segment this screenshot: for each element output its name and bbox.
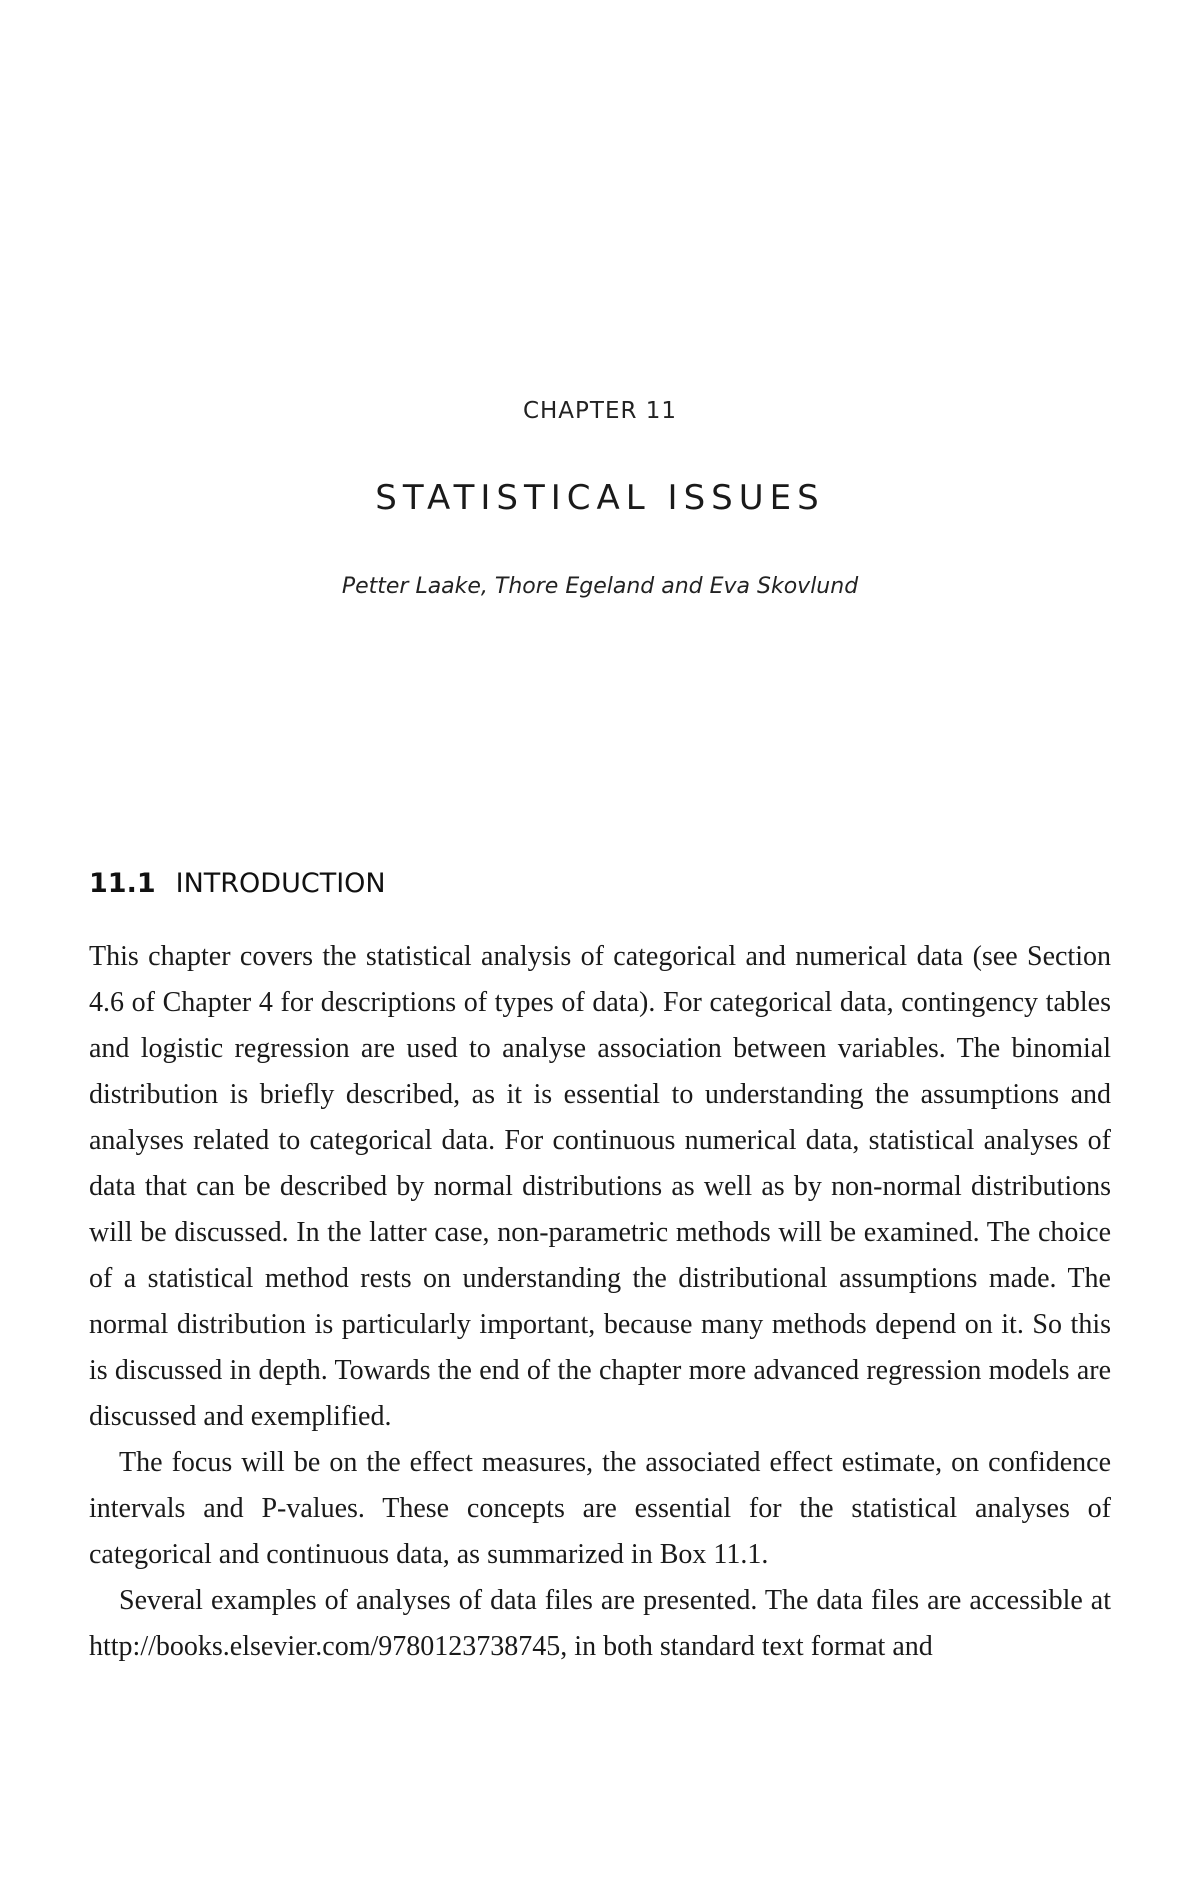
paragraph: The focus will be on the effect measures, the associated effect estimate, on confidence intervals and P-values. These concepts are essential for the statistical analyses of categorical and continuous data, as summarized in Box 11.1. xyxy=(89,1447,1111,1570)
chapter-label: CHAPTER 11 xyxy=(522,398,678,424)
section-title: INTRODUCTION xyxy=(175,868,386,899)
chapter-authors: Petter Laake, Thore Egeland and Eva Skovlund xyxy=(341,574,859,599)
section-heading xyxy=(89,868,386,899)
section-number: 11.1 xyxy=(89,868,156,899)
paragraph: This chapter covers the statistical analysis of categorical and numerical data (see Section 4.6 of Chapter 4 for descriptions of types of data). For categorical data, contingency tables and logistic regression are used to analyse association between variables. The binomial distribution is briefly described, as it is essential to understanding the assumptions and analyses related to categorical data. For continuous numerical data, statistical analyses of data that can be described by normal distributions as well as by non-normal distributions will be discussed. In the latter case, non-parametric methods will be examined. The choice of a statistical method rests on understanding the distributional assumptions made. The normal distribution is particularly important, because many methods depend on it. So this is discussed in depth. Towards the end of the chapter more advanced regression models are discussed and exemplified. xyxy=(89,941,1111,1432)
chapter-title: STATISTICAL ISSUES xyxy=(375,478,825,518)
body-text xyxy=(89,934,1111,1670)
paragraph: Several examples of analyses of data files are presented. The data files are accessible at http://books.elsevier.com/9780123738745, in both standard text format and xyxy=(89,1585,1111,1662)
